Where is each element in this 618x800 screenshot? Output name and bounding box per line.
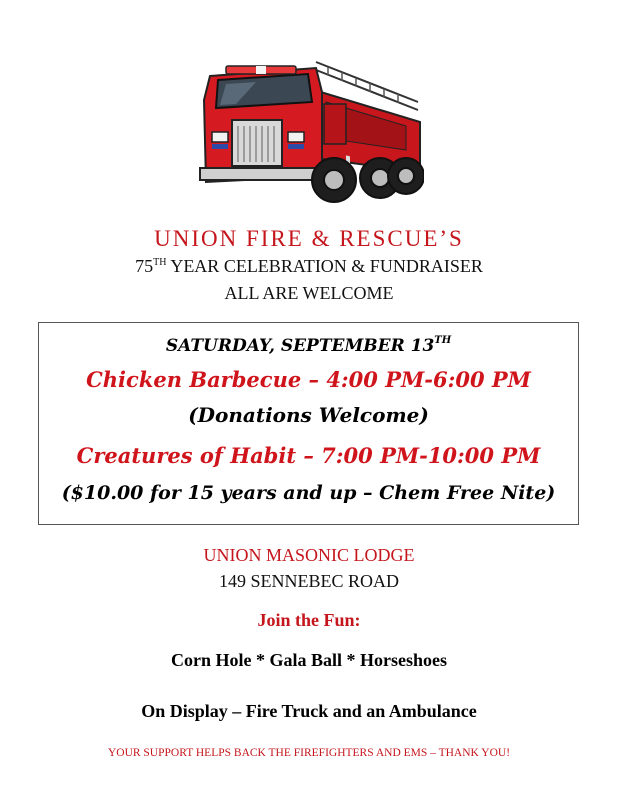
welcome-line: ALL ARE WELCOME: [224, 283, 394, 303]
celebration-text: YEAR CELEBRATION & FUNDRAISER: [166, 256, 483, 276]
ordinal-suffix: TH: [153, 257, 167, 268]
donations-note: (Donations Welcome): [188, 403, 429, 427]
celebration-line: [0, 256, 618, 277]
event-date: [39, 335, 578, 356]
venue-address: 149 SENNEBEC ROAD: [218, 571, 399, 591]
band-time: Creatures of Habit – 7:00 PM-10:00 PM: [76, 443, 541, 468]
venue-name: UNION MASONIC LODGE: [203, 545, 415, 565]
barbecue-time: Chicken Barbecue – 4:00 PM-6:00 PM: [86, 367, 531, 392]
event-date-text: SATURDAY, SEPTEMBER 13: [165, 336, 435, 356]
activities-heading: Join the Fun:: [257, 610, 361, 630]
fire-truck-icon: [196, 40, 424, 210]
page-title: UNION FIRE & RESCUE’S: [154, 226, 464, 251]
price-note: ($10.00 for 15 years and up – Chem Free Nite): [61, 482, 556, 504]
event-details-box: [38, 322, 579, 525]
activities-games: Corn Hole * Gala Ball * Horseshoes: [171, 650, 447, 670]
event-date-ordinal: TH: [434, 335, 452, 346]
anniversary-number: 75: [135, 256, 154, 276]
activities-display: On Display – Fire Truck and an Ambulance: [141, 701, 477, 721]
footer-thanks: YOUR SUPPORT HELPS BACK THE FIREFIGHTERS AND EMS – THANK YOU!: [107, 747, 511, 759]
